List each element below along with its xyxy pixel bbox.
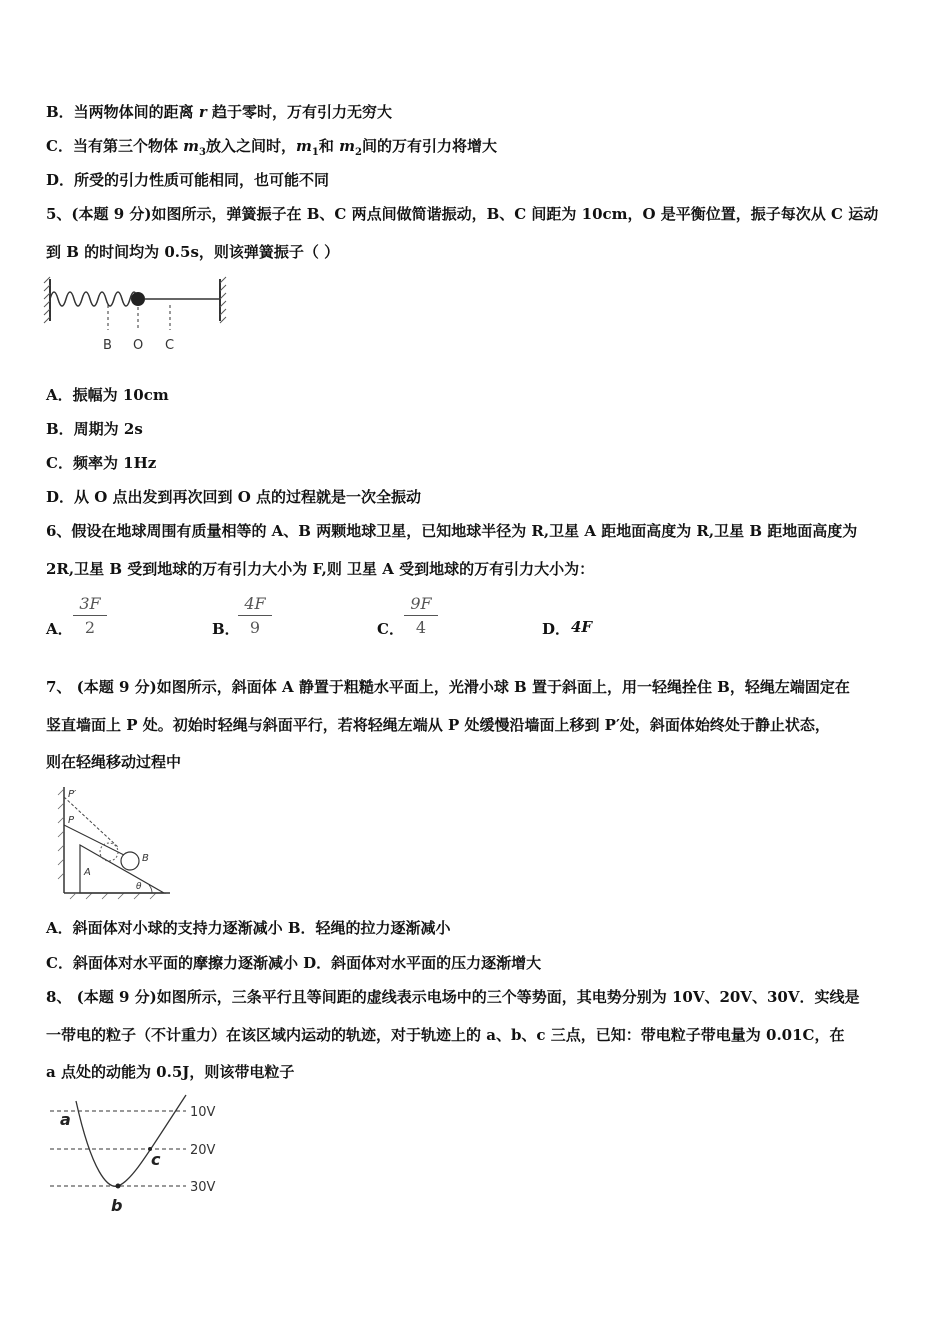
q6-option-d-value: 4F [571, 618, 593, 636]
label-10v: 10V [190, 1105, 216, 1120]
q6-option-a-fraction: $\frac{3F}{2}$ [73, 594, 107, 637]
q6-stem-line2: 2R,卫星 B 受到地球的万有引力大小为 F,则 卫星 A 受到地球的万有引力大小为： [46, 560, 595, 578]
label-c: C [165, 338, 175, 353]
q6-option-d-label: D． [542, 620, 571, 638]
q7-stem-line1: 7、 (本题 9 分)如图所示，斜面体 A 静置于粗糙水平面上，光滑小球 B 置于斜面上，用一轻绳拴住 B，轻绳左端固定在 [46, 678, 850, 696]
q7-options-row2: C．斜面体对水平面的摩擦力逐渐减小 D．斜面体对水平面的压力逐渐增大 [46, 954, 542, 972]
q6-stem-line1: 6、假设在地球周围有质量相等的 A、B 两颗地球卫星，已知地球半径为 R,卫星 A 距地面高度为 R,卫星 B 距地面高度为 [46, 522, 858, 540]
q6-option-c-fraction: $\frac{9F}{4}$ [404, 594, 438, 637]
q5-stem-line2: 到 B 的时间均为 0.5s，则该弹簧振子（ ） [46, 243, 340, 261]
q6-option-c-label: C． [377, 620, 404, 638]
q5-option-d: D．从 O 点出发到再次回到 O 点的过程就是一次全振动 [46, 488, 422, 506]
spring-oscillator-figure [44, 275, 234, 355]
label-20v: 20V [190, 1143, 216, 1158]
q5-option-a: A．振幅为 10cm [46, 386, 169, 404]
label-b: b [111, 1196, 123, 1215]
label-b: B [103, 338, 112, 353]
q8-stem-line2: 一带电的粒子（不计重力）在该区域内运动的轨迹，对于轨迹上的 a、b、c 三点，已知：带电粒子带电量为 0.01C，在 [46, 1026, 845, 1044]
q7-options-row1: A．斜面体对小球的支持力逐渐减小 B．轻绳的拉力逐渐减小 [46, 919, 451, 937]
label-c: c [151, 1150, 161, 1169]
equipotential-figure [48, 1093, 228, 1218]
label-p: P [68, 815, 75, 826]
q5-option-b: B．周期为 2s [46, 420, 143, 438]
q5-stem-line1: 5、(本题 9 分)如图所示，弹簧振子在 B、C 两点间做简谐振动，B、C 间距为 10cm，O 是平衡位置，振子每次从 C 运动 [46, 205, 879, 223]
label-30v: 30V [190, 1180, 216, 1195]
q7-stem-line3: 则在轻绳移动过程中 [46, 753, 182, 771]
label-a: A [84, 867, 91, 878]
label-p-prime: P′ [68, 789, 77, 800]
q4-option-c: C．当有第三个物体 $m_3$放入之间时，$m_1$和 $m_2$间的万有引力将增大 [46, 137, 497, 158]
q6-option-b-label: B． [212, 620, 240, 638]
q8-stem-line3: a 点处的动能为 0.5J，则该带电粒子 [46, 1063, 295, 1081]
q4-option-d: D．所受的引力性质可能相同，也可能不同 [46, 171, 330, 189]
q7-stem-line2: 竖直墙面上 P 处。初始时轻绳与斜面平行，若将轻绳左端从 P 处缓慢沿墙面上移到 P′处，斜面体始终处于静止状态， [46, 716, 830, 734]
incline-figure [56, 785, 176, 900]
q6-option-a-label: A． [46, 620, 73, 638]
label-b: B [142, 853, 149, 864]
q8-stem-line1: 8、 (本题 9 分)如图所示，三条平行且等间距的虚线表示电场中的三个等势面，其电势分别为 10V、20V、30V．实线是 [46, 988, 860, 1006]
label-o: O [133, 338, 144, 353]
q4-option-b: B．当两物体间的距离 r 趋于零时，万有引力无穷大 [46, 103, 393, 121]
label-theta: θ [136, 882, 142, 892]
label-a: a [60, 1110, 71, 1129]
q6-option-b-fraction: $\frac{4F}{9}$ [238, 594, 272, 637]
q5-option-c: C．频率为 1Hz [46, 454, 157, 472]
